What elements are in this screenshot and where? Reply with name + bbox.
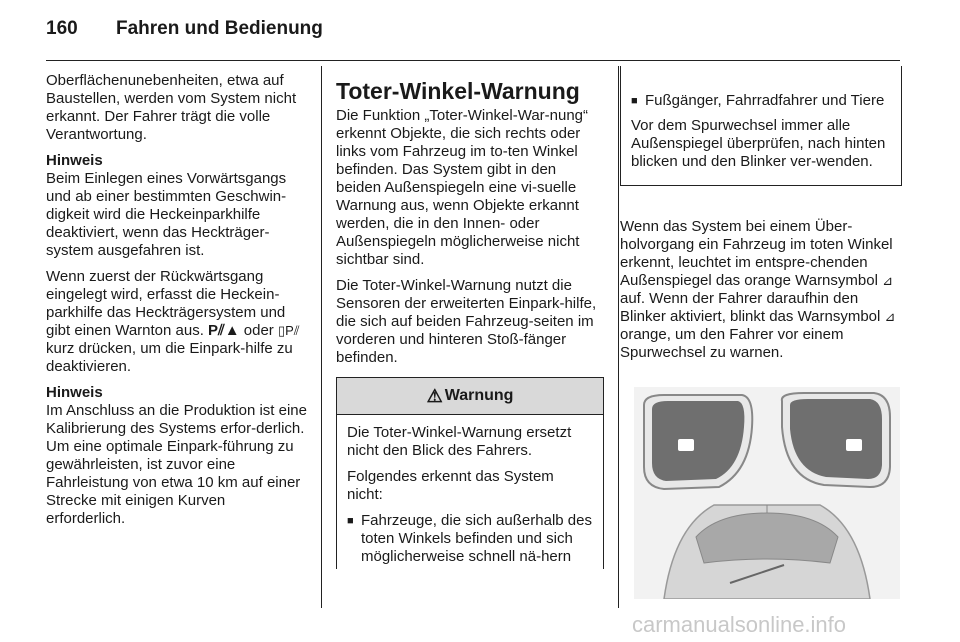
section-title: Toter-Winkel-Warnung <box>336 78 580 104</box>
chapter-title: Fahren und Bedienung <box>116 18 323 39</box>
column-2 <box>336 78 604 569</box>
warning-box-continued <box>620 66 902 186</box>
paragraph: Die Funktion „Toter-Winkel-War-nung“ erkennt Objekte, die sich rechts oder links vom Fahrzeug im to-ten Winkel befinden. Das System gibt in den beiden Außenspiegeln eine vi-suelle Warnung aus, wenn Objekte erkannt werden, die in den Innen- oder Außenspiegeln möglicherweise nicht sichtbar sind. <box>336 107 589 268</box>
park-assist-symbol-2: ▯P⫽ <box>277 323 300 338</box>
hinweis-text: Im Anschluss an die Produktion ist eine Kalibrierung des Systems erfor-derlich. Um eine optimale Einpark-führung zu gewährleisten, ist zuvor eine Fahrleistung von etwa 10 km auf einer Strecke mit einigen Kurven erforderlich. <box>46 402 307 527</box>
park-assist-symbol-1: P⫽▲ <box>208 322 240 339</box>
bullet-square-icon: ■ <box>631 95 638 107</box>
column-1 <box>46 72 308 536</box>
warning-text: Folgendes erkennt das System nicht: <box>347 468 554 503</box>
blind-spot-indicator-right-icon <box>846 439 862 451</box>
column-3 <box>620 218 902 370</box>
blind-spot-warning-icon: ⊿ <box>884 309 896 324</box>
warning-header <box>337 378 603 415</box>
paragraph <box>46 268 308 376</box>
warning-icon: ⚠ <box>426 386 443 406</box>
hinweis-2 <box>46 384 308 528</box>
paragraph: Die Toter-Winkel-Warnung nutzt die Sensoren der erweiterten Einpark-hilfe, die sich auf beiden Fahrzeug-seiten im vorderen und hinteren Stoß-fänger befinden. <box>336 277 597 366</box>
list-item <box>631 92 891 110</box>
text-segment: auf. Wenn der Fahrer daraufhin den Blinker aktiviert, blinkt das Warnsymbol <box>620 290 881 325</box>
text-segment: Wenn zuerst der Rückwärtsgang eingelegt wird, erfasst die Heckein-parkhilfe das Heckträgersystem und gibt einen Warnton aus. <box>46 268 286 339</box>
column-divider-left <box>321 66 322 608</box>
warning-text: Die Toter-Winkel-Warnung ersetzt nicht den Blick des Fahrers. <box>347 424 572 459</box>
text-segment: orange, um den Fahrer vor einem Spurwechsel zu warnen. <box>620 326 844 361</box>
blind-spot-mirror-illustration <box>634 387 900 599</box>
blind-spot-indicator-left-icon <box>678 439 694 451</box>
list-item-text: Fußgänger, Fahrradfahrer und Tiere <box>645 92 885 109</box>
paragraph: Oberflächenunebenheiten, etwa auf Baustellen, werden vom System nicht erkannt. Der Fahrer trägt die volle Verantwortung. <box>46 72 297 143</box>
text-segment: oder <box>243 322 274 339</box>
warning-box <box>336 377 604 569</box>
bullet-square-icon: ■ <box>347 515 354 527</box>
hinweis-title: Hinweis <box>46 152 103 169</box>
paragraph <box>620 218 902 362</box>
watermark: carmanualsonline.info <box>632 612 847 637</box>
text-segment: Wenn das System bei einem Über-holvorgang ein Fahrzeug im toten Winkel erkennt, leuchtet im entspre-chenden Außenspiegel das orange Warnsymbol <box>620 218 893 289</box>
page-number: 160 <box>46 18 78 39</box>
hinweis-1 <box>46 152 308 260</box>
hinweis-title: Hinweis <box>46 384 103 401</box>
warning-text: Vor dem Spurwechsel immer alle Außenspiegel überprüfen, nach hinten blicken und den Blinker ver-wenden. <box>631 117 886 170</box>
page-header <box>0 0 960 52</box>
header-rule <box>46 60 900 61</box>
hinweis-text: Beim Einlegen eines Vorwärtsgangs und ab einer bestimmten Geschwin-digkeit wird die Heckeinparkhilfe deaktiviert, wenn das Heckträger-system ausgefahren ist. <box>46 170 287 259</box>
list-item-text: Fahrzeuge, die sich außerhalb des toten Winkels befinden und sich möglicherweise schnell nä-hern <box>361 512 592 565</box>
column-divider-right <box>618 66 619 608</box>
mirror-car-drawing <box>634 387 900 599</box>
blind-spot-warning-icon: ⊿ <box>882 273 893 288</box>
text-segment: kurz drücken, um die Einpark-hilfe zu deaktivieren. <box>46 340 293 375</box>
warning-body <box>337 415 603 569</box>
warning-title: Warnung <box>444 387 514 404</box>
list-item <box>347 512 593 566</box>
